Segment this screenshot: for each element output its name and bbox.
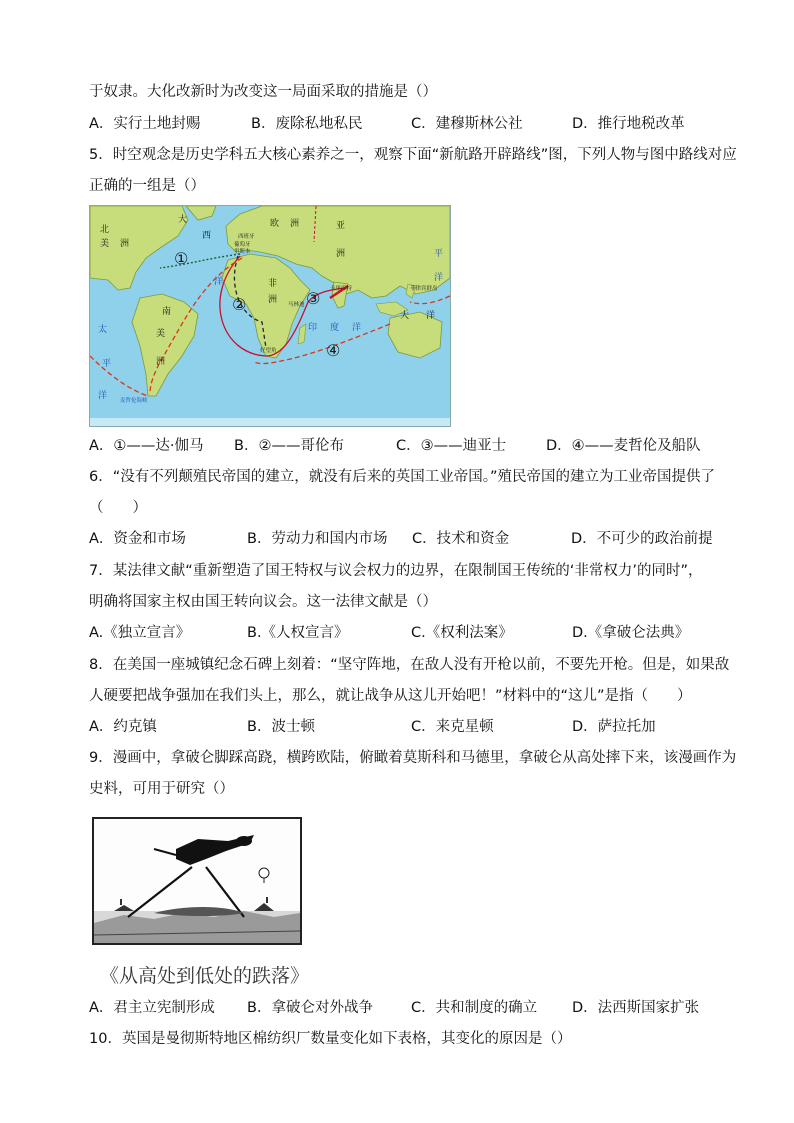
- antarctic-band: [90, 418, 450, 426]
- q5-option-b[interactable]: B．②——哥伦布: [234, 438, 344, 454]
- label-ind3: 洋: [352, 323, 362, 333]
- label-sa1: 南: [162, 307, 172, 317]
- q10-stem: 10．英国是曼彻斯特地区棉纺织厂数量变化如下表格，其变化的原因是（）: [89, 1031, 572, 1047]
- new-sea-routes-map: [89, 205, 451, 427]
- cartoon-figure-hat: [236, 836, 252, 846]
- q9-option-a[interactable]: A．君主立宪制形成: [89, 1000, 215, 1016]
- label-pac3: 洋: [98, 391, 108, 401]
- label-af1: 非: [268, 279, 278, 289]
- napoleon-cartoon: [92, 817, 302, 945]
- label-na3: 洲: [120, 239, 130, 249]
- label-lisbon: 里斯本: [234, 249, 251, 255]
- q4-option-b[interactable]: B．废除私地私民: [251, 116, 363, 132]
- label-pac4: 平: [434, 249, 444, 259]
- q8-option-c[interactable]: C．来克星顿: [411, 719, 494, 735]
- label-pac5: 洋: [434, 273, 444, 283]
- q8-options: [89, 717, 729, 737]
- q4-option-a[interactable]: A．实行土地封赐: [89, 116, 201, 132]
- q6-option-d[interactable]: D．不可少的政治前提: [571, 531, 713, 547]
- label-af2: 洲: [268, 295, 278, 305]
- q9-options: [89, 998, 729, 1018]
- q9-stem-line2: 史料，可用于研究（）: [89, 781, 234, 797]
- label-cape: 好望角: [260, 348, 277, 354]
- route-marker-2: ②: [232, 295, 247, 314]
- q6-stem-line1: 6．“没有不列颠殖民帝国的建立，就没有后来的英国工业帝国。”殖民帝国的建立为工业帝国提供了: [89, 469, 715, 485]
- q6-options: [89, 529, 729, 549]
- q7-options: [89, 623, 729, 643]
- label-atl3: 洋: [214, 277, 224, 287]
- q4-stem: 于奴隶。大化改新时为改变这一局面采取的措施是（）: [89, 84, 437, 100]
- q5-stem-line1: 5．时空观念是历史学科五大核心素养之一，观察下面“新航路开辟路线”图，下列人物与图中路线对应: [89, 147, 737, 163]
- q7-option-c[interactable]: C.《权利法案》: [411, 625, 513, 641]
- q5-stem-line2: 正确的一组是（）: [89, 178, 205, 194]
- label-magellan-strait: 麦哲伦海峡: [120, 398, 148, 404]
- label-philippines: 菲律宾群岛: [410, 286, 438, 292]
- q6-option-c[interactable]: C．技术和资金: [412, 531, 510, 547]
- q8-option-b[interactable]: B．波士顿: [247, 719, 315, 735]
- q9-stem-line1: 9．漫画中，拿破仑脚踩高跷，横跨欧陆，俯瞰着莫斯科和马德里，拿破仑从高处摔下来，该漫画作为: [89, 750, 737, 766]
- q5-option-a[interactable]: A．①——达·伽马: [89, 438, 204, 454]
- label-na1: 北: [100, 225, 110, 235]
- q9-option-b[interactable]: B．拿破仑对外战争: [247, 1000, 373, 1016]
- cartoon-caption: 《从高处到低处的跌落》: [100, 965, 310, 987]
- route-marker-4: ④: [326, 341, 341, 360]
- label-oc1: 大: [400, 311, 410, 321]
- q5-option-d[interactable]: D．④——麦哲伦及船队: [546, 438, 701, 454]
- label-calicut: 卡里库特: [330, 286, 353, 292]
- q8-stem-line2: 人硬要把战争强加在我们头上，那么，就让战争从这儿开始吧！”材料中的“这儿”是指（ ）: [89, 688, 692, 704]
- label-portugal: 葡萄牙: [234, 242, 251, 248]
- label-asia1: 亚: [336, 221, 346, 231]
- q5-option-c[interactable]: C．③——迪亚士: [396, 438, 507, 454]
- cartoon-svg: [94, 819, 300, 943]
- q4-option-d[interactable]: D．推行地税改革: [572, 116, 685, 132]
- label-na2: 美: [100, 239, 110, 249]
- q8-option-a[interactable]: A．约克镇: [89, 719, 157, 735]
- label-eu1: 欧: [270, 219, 280, 229]
- label-ind2: 度: [330, 323, 340, 333]
- label-atl1: 大: [178, 215, 188, 225]
- q5-options: [89, 436, 729, 456]
- label-sa3: 洲: [156, 357, 166, 367]
- q7-option-a[interactable]: A.《独立宣言》: [89, 625, 191, 641]
- q6-option-a[interactable]: A．资金和市场: [89, 531, 186, 547]
- label-pac1: 太: [98, 325, 108, 335]
- label-oc2: 洋: [426, 311, 436, 321]
- q7-stem-line2: 明确将国家主权由国王转向议会。这一法律文献是（）: [89, 594, 437, 610]
- label-asia2: 洲: [336, 249, 346, 259]
- route-marker-1: ①: [174, 249, 189, 268]
- q4-option-c[interactable]: C．建穆斯林公社: [411, 116, 523, 132]
- label-pac2: 平: [102, 359, 112, 369]
- q6-option-b[interactable]: B．劳动力和国内市场: [247, 531, 388, 547]
- route-marker-3: ③: [306, 289, 321, 308]
- q9-option-d[interactable]: D．法西斯国家扩张: [572, 1000, 700, 1016]
- q9-option-c[interactable]: C．共和制度的确立: [411, 1000, 538, 1016]
- q7-option-b[interactable]: B.《人权宣言》: [247, 625, 349, 641]
- label-sa2: 美: [156, 329, 166, 339]
- label-eu2: 洲: [290, 219, 300, 229]
- q4-options: [89, 114, 729, 134]
- label-malindi: 马林迪: [288, 302, 305, 308]
- q7-stem-line1: 7．某法律文献“重新塑造了国王特权与议会权力的边界，在限制国王传统的‘非常权力’的同时”，: [89, 563, 703, 579]
- label-spain: 西班牙: [238, 234, 255, 240]
- q8-option-d[interactable]: D．萨拉托加: [572, 719, 656, 735]
- q7-option-d[interactable]: D.《拿破仑法典》: [572, 625, 690, 641]
- label-atl2: 西: [202, 231, 212, 241]
- label-ind1: 印: [308, 323, 318, 333]
- q8-stem-line1: 8．在美国一座城镇纪念石碑上刻着：“坚守阵地，在敌人没有开枪以前，不要先开枪。但是，如果敌: [89, 657, 730, 673]
- world-map-svg: [90, 206, 450, 426]
- q6-stem-line2: （ ）: [89, 500, 147, 516]
